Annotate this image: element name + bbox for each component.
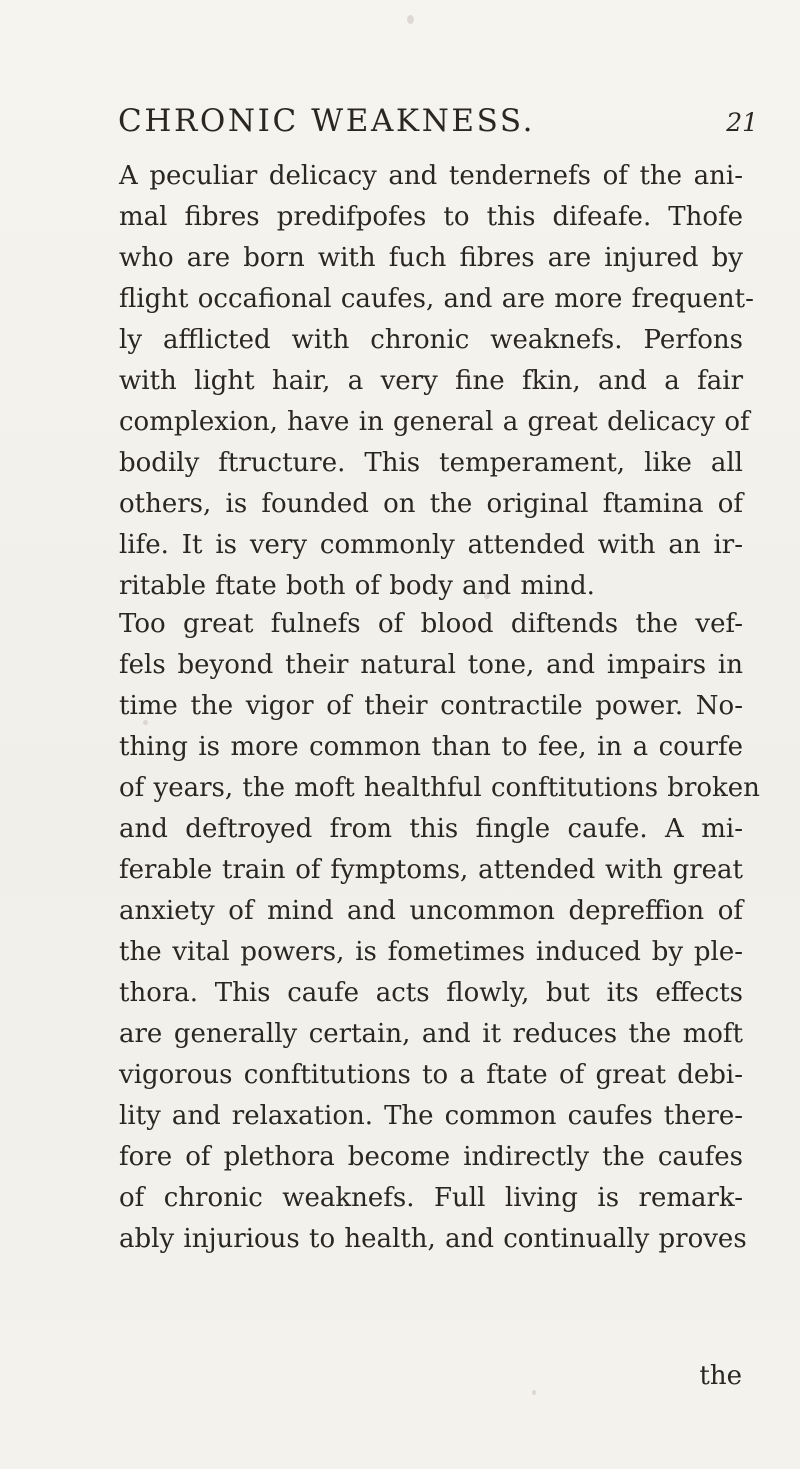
text-line: ably injurious to health, and continually proves	[119, 1224, 747, 1254]
text-line: anxiety of mind and uncommon depreffion of	[119, 896, 743, 926]
text-line: Too great fulnefs of blood diftends the vef-	[119, 609, 743, 639]
text-line: who are born with fuch fibres are injured by	[119, 243, 743, 273]
text-line: fels beyond their natural tone, and impairs in	[119, 650, 743, 680]
running-head	[118, 102, 758, 144]
text-line: fore of plethora become indirectly the caufes	[119, 1142, 743, 1172]
text-line: of chronic weaknefs. Full living is remark-	[119, 1183, 743, 1213]
paper-speck	[407, 15, 414, 24]
text-line: ferable train of fymptoms, attended with great	[119, 855, 743, 885]
paragraph-predisposition	[119, 156, 754, 607]
text-line: lity and relaxation. The common caufes there-	[119, 1101, 743, 1131]
text-line: are generally certain, and it reduces the moft	[119, 1019, 743, 1049]
text-line: thora. This caufe acts flowly, but its effects	[119, 978, 743, 1008]
text-line: and deftroyed from this fingle caufe. A mi-	[119, 814, 743, 844]
text-line: thing is more common than to fee, in a courfe	[119, 732, 743, 762]
text-line: vigorous conftitutions to a ftate of great debi-	[119, 1060, 743, 1090]
catchword: the	[699, 1361, 742, 1391]
text-line: complexion, have in general a great delicacy of	[119, 407, 750, 437]
text-line: ritable ftate both of body and mind.	[119, 571, 595, 601]
text-line: with light hair, a very fine fkin, and a fair	[119, 366, 743, 396]
running-title: CHRONIC WEAKNESS.	[118, 103, 536, 139]
text-line: A peculiar delicacy and tendernefs of the ani-	[119, 161, 743, 191]
page-number: 21	[726, 108, 758, 137]
text-line: bodily ftructure. This temperament, like all	[119, 448, 743, 478]
text-line: ly afflicted with chronic weaknefs. Perfons	[119, 325, 743, 355]
text-line: the vital powers, is fometimes induced by ple-	[119, 937, 743, 967]
text-line: life. It is very commonly attended with an ir-	[119, 530, 743, 560]
text-line: others, is founded on the original ftamina of	[119, 489, 743, 519]
paper-speck	[532, 1390, 536, 1395]
text-line: flight occafional caufes, and are more frequent-	[119, 284, 754, 314]
text-line: of years, the moft healthful conftitutions broken	[119, 773, 760, 803]
paragraph-plethora	[119, 604, 760, 1260]
text-line: time the vigor of their contractile power. No-	[119, 691, 743, 721]
text-line: mal fibres predifpofes to this difeafe. Thofe	[119, 202, 743, 232]
